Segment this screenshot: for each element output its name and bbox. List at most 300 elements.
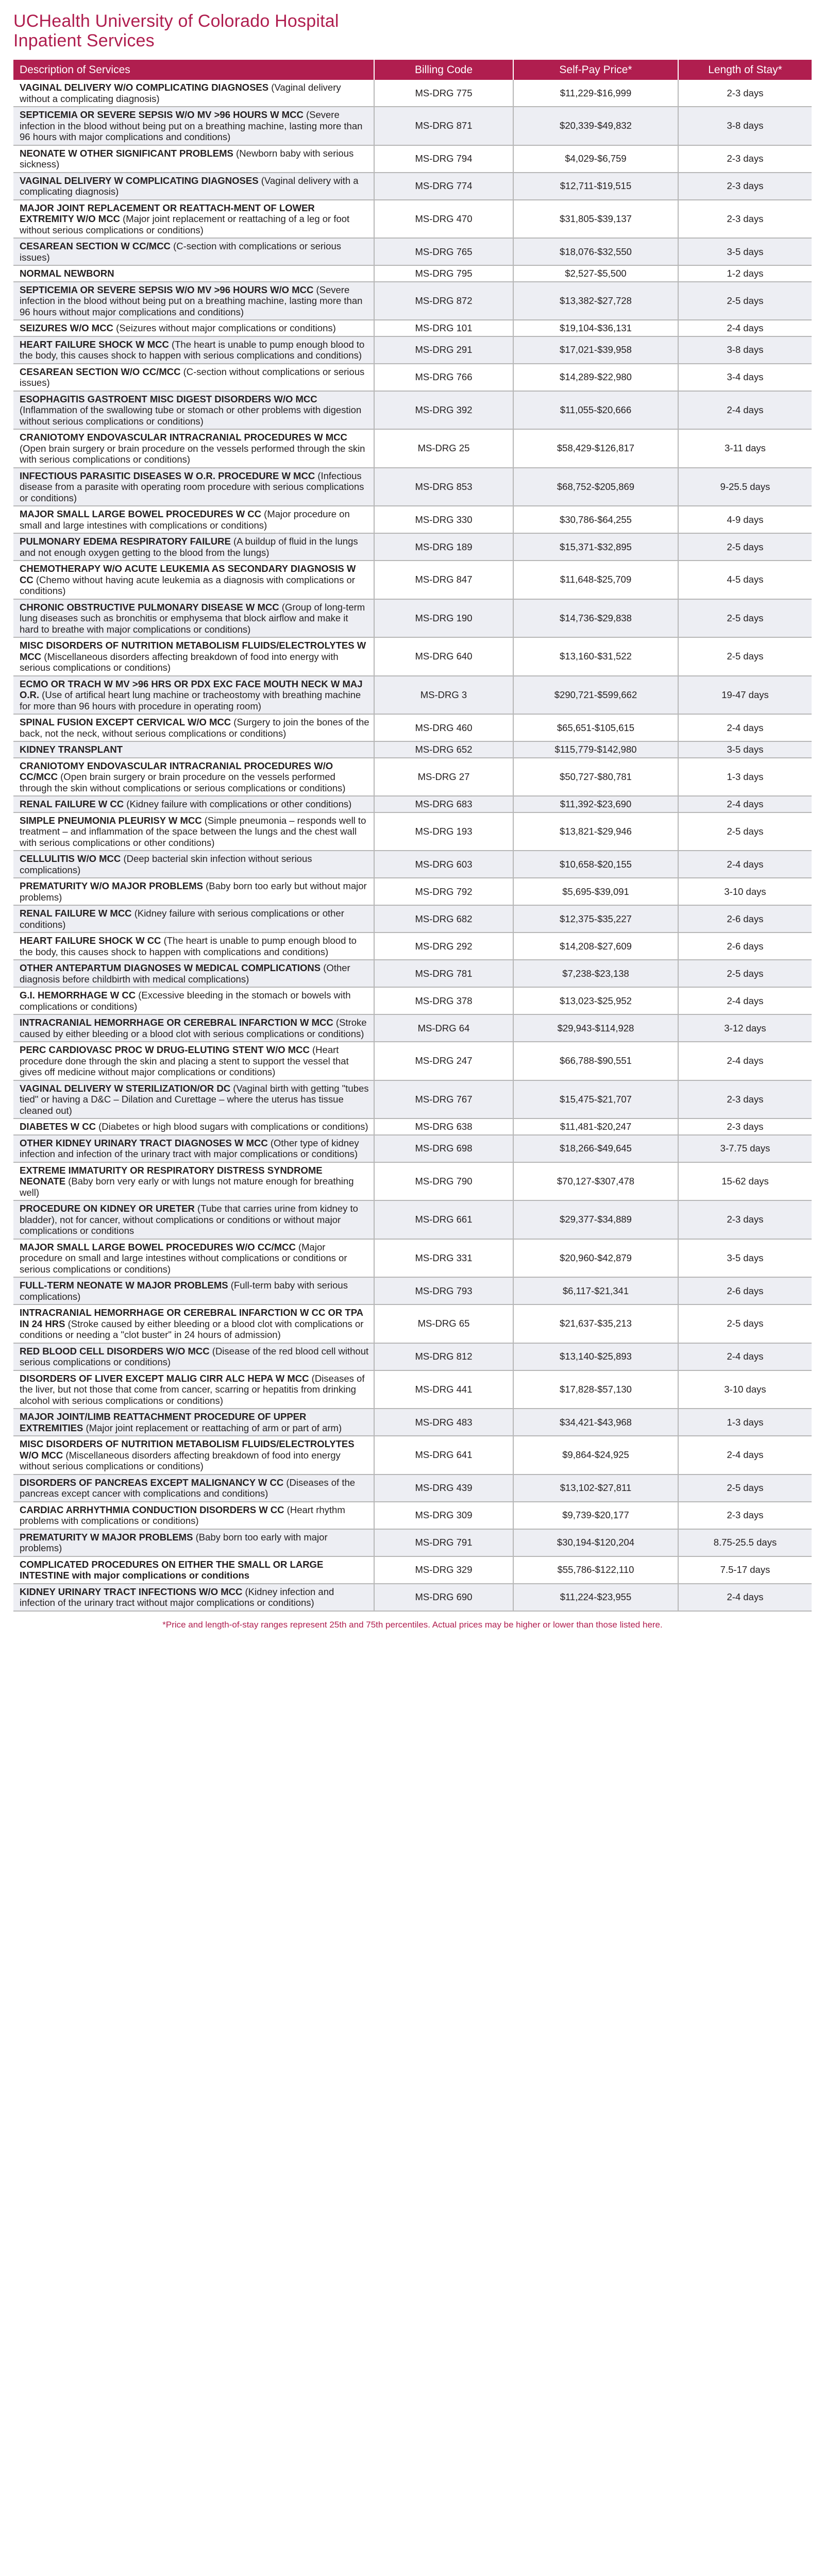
section-title: Inpatient Services bbox=[13, 31, 155, 50]
service-description bbox=[13, 1239, 374, 1278]
billing-code: MS-DRG 101 bbox=[374, 320, 513, 336]
service-detail: (Vaginal delivery with a complicating diagnosis) bbox=[20, 175, 359, 197]
service-description bbox=[13, 637, 374, 676]
service-name: NORMAL NEWBORN bbox=[20, 268, 114, 279]
self-pay-price: $11,481-$20,247 bbox=[513, 1118, 678, 1135]
self-pay-price: $29,377-$34,889 bbox=[513, 1200, 678, 1239]
self-pay-price: $20,339-$49,832 bbox=[513, 107, 678, 145]
service-name: SEIZURES W/O MCC bbox=[20, 323, 113, 333]
column-header-description: Description of Services bbox=[13, 60, 374, 80]
self-pay-price: $17,828-$57,130 bbox=[513, 1370, 678, 1409]
length-of-stay: 2-6 days bbox=[678, 905, 812, 933]
table-row bbox=[13, 1080, 812, 1119]
table-row bbox=[13, 599, 812, 638]
table-row bbox=[13, 1436, 812, 1475]
service-description bbox=[13, 1118, 374, 1135]
length-of-stay: 3-11 days bbox=[678, 429, 812, 468]
self-pay-price: $68,752-$205,869 bbox=[513, 468, 678, 506]
billing-code: MS-DRG 190 bbox=[374, 599, 513, 638]
table-row bbox=[13, 1042, 812, 1080]
self-pay-price: $12,375-$35,227 bbox=[513, 905, 678, 933]
length-of-stay: 2-4 days bbox=[678, 1436, 812, 1475]
service-description bbox=[13, 391, 374, 430]
table-row bbox=[13, 637, 812, 676]
table-row bbox=[13, 1409, 812, 1436]
self-pay-price: $9,739-$20,177 bbox=[513, 1502, 678, 1529]
billing-code: MS-DRG 640 bbox=[374, 637, 513, 676]
service-description bbox=[13, 1556, 374, 1584]
billing-code: MS-DRG 871 bbox=[374, 107, 513, 145]
service-name: DIABETES W CC bbox=[20, 1121, 96, 1132]
service-detail: (Vaginal delivery without a complicating diagnosis) bbox=[20, 82, 341, 104]
service-name: KIDNEY URINARY TRACT INFECTIONS W/O MCC bbox=[20, 1586, 243, 1597]
billing-code: MS-DRG 641 bbox=[374, 1436, 513, 1475]
billing-code: MS-DRG 853 bbox=[374, 468, 513, 506]
billing-code: MS-DRG 292 bbox=[374, 933, 513, 960]
service-description bbox=[13, 468, 374, 506]
length-of-stay: 2-5 days bbox=[678, 1304, 812, 1343]
service-detail: (Group of long-term lung diseases such as bronchitis or emphysema that block airflow and make it hard to breathe with major complications or conditions) bbox=[20, 601, 365, 635]
billing-code: MS-DRG 460 bbox=[374, 714, 513, 741]
billing-code: MS-DRG 790 bbox=[374, 1162, 513, 1201]
service-name: PULMONARY EDEMA RESPIRATORY FAILURE bbox=[20, 536, 231, 547]
service-description bbox=[13, 265, 374, 282]
service-detail: (Severe infection in the blood without being put on a breathing machine, lasting more than 96 hours without major complications and conditions) bbox=[20, 284, 363, 317]
service-name: CESAREAN SECTION W CC/MCC bbox=[20, 241, 171, 251]
self-pay-price: $11,224-$23,955 bbox=[513, 1584, 678, 1611]
length-of-stay: 1-3 days bbox=[678, 758, 812, 796]
self-pay-price: $18,076-$32,550 bbox=[513, 238, 678, 265]
service-description bbox=[13, 905, 374, 933]
self-pay-price: $13,023-$25,952 bbox=[513, 987, 678, 1014]
self-pay-price: $29,943-$114,928 bbox=[513, 1014, 678, 1042]
self-pay-price: $13,160-$31,522 bbox=[513, 637, 678, 676]
billing-code: MS-DRG 392 bbox=[374, 391, 513, 430]
table-row bbox=[13, 1370, 812, 1409]
table-row bbox=[13, 173, 812, 200]
length-of-stay: 4-5 days bbox=[678, 561, 812, 599]
length-of-stay: 2-5 days bbox=[678, 599, 812, 638]
billing-code: MS-DRG 812 bbox=[374, 1343, 513, 1370]
self-pay-price: $11,229-$16,999 bbox=[513, 80, 678, 107]
billing-code: MS-DRG 330 bbox=[374, 506, 513, 533]
self-pay-price: $31,805-$39,137 bbox=[513, 200, 678, 239]
service-description bbox=[13, 107, 374, 145]
billing-code: MS-DRG 682 bbox=[374, 905, 513, 933]
length-of-stay: 2-5 days bbox=[678, 637, 812, 676]
service-name: SIMPLE PNEUMONIA PLEURISY W MCC bbox=[20, 815, 202, 826]
service-name: SEPTICEMIA OR SEVERE SEPSIS W/O MV >96 HOURS W MCC bbox=[20, 109, 304, 120]
service-name: VAGINAL DELIVERY W/O COMPLICATING DIAGNOSES bbox=[20, 82, 269, 93]
service-description bbox=[13, 173, 374, 200]
service-name: NEONATE W OTHER SIGNIFICANT PROBLEMS bbox=[20, 147, 233, 159]
service-name: INTRACRANIAL HEMORRHAGE OR CEREBRAL INFARCTION W CC OR TPA IN 24 HRS bbox=[20, 1307, 363, 1329]
service-detail: (Severe infection in the blood without being put on a breathing machine, lasting more than 96 hours with major complications and conditions) bbox=[20, 109, 363, 142]
service-description bbox=[13, 145, 374, 173]
length-of-stay: 3-4 days bbox=[678, 364, 812, 391]
service-detail: (Chemo without having acute leukemia as a diagnosis with complications or conditions) bbox=[20, 574, 355, 596]
table-row bbox=[13, 1200, 812, 1239]
self-pay-price: $290,721-$599,662 bbox=[513, 676, 678, 715]
service-description bbox=[13, 1409, 374, 1436]
length-of-stay: 2-5 days bbox=[678, 1475, 812, 1502]
service-name: MAJOR SMALL LARGE BOWEL PROCEDURES W/O CC/MCC bbox=[20, 1241, 296, 1252]
table-row bbox=[13, 1556, 812, 1584]
service-description bbox=[13, 282, 374, 320]
billing-code: MS-DRG 603 bbox=[374, 851, 513, 878]
self-pay-price: $58,429-$126,817 bbox=[513, 429, 678, 468]
service-description bbox=[13, 987, 374, 1014]
service-name: CRANIOTOMY ENDOVASCULAR INTRACRANIAL PROCEDURES W/O CC/MCC bbox=[20, 760, 333, 782]
length-of-stay: 4-9 days bbox=[678, 506, 812, 533]
service-description bbox=[13, 506, 374, 533]
billing-code: MS-DRG 652 bbox=[374, 741, 513, 758]
billing-code: MS-DRG 638 bbox=[374, 1118, 513, 1135]
table-row bbox=[13, 1118, 812, 1135]
billing-code: MS-DRG 698 bbox=[374, 1135, 513, 1162]
service-detail: (Use of artifical heart lung machine or tracheostomy with breathing machine for more than 96 hours with procedure in operating room) bbox=[20, 689, 361, 711]
footnote: *Price and length-of-stay ranges represent 25th and 75th percentiles. Actual prices may be higher or lower than those listed here. bbox=[162, 1619, 663, 1630]
length-of-stay: 2-4 days bbox=[678, 714, 812, 741]
service-name: ESOPHAGITIS GASTROENT MISC DIGEST DISORDERS W/O MCC bbox=[20, 393, 317, 404]
page-title bbox=[13, 11, 812, 50]
service-name: MAJOR SMALL LARGE BOWEL PROCEDURES W CC bbox=[20, 509, 262, 519]
service-name: VAGINAL DELIVERY W COMPLICATING DIAGNOSES bbox=[20, 175, 259, 186]
service-description bbox=[13, 1200, 374, 1239]
length-of-stay: 2-6 days bbox=[678, 933, 812, 960]
billing-code: MS-DRG 775 bbox=[374, 80, 513, 107]
service-detail: (Seizures without major complications or conditions) bbox=[116, 323, 336, 333]
service-name: CELLULITIS W/O MCC bbox=[20, 853, 121, 864]
self-pay-price: $30,194-$120,204 bbox=[513, 1529, 678, 1556]
self-pay-price: $9,864-$24,925 bbox=[513, 1436, 678, 1475]
service-name: COMPLICATED PROCEDURES ON EITHER THE SMALL OR LARGE INTESTINE with major complications or conditions bbox=[20, 1558, 324, 1581]
billing-code: MS-DRG 872 bbox=[374, 282, 513, 320]
service-description bbox=[13, 933, 374, 960]
length-of-stay: 2-3 days bbox=[678, 1118, 812, 1135]
table-row bbox=[13, 1343, 812, 1370]
service-detail: (Major joint replacement or reattaching of a leg or foot without serious complications or conditions) bbox=[20, 213, 350, 235]
self-pay-price: $2,527-$5,500 bbox=[513, 265, 678, 282]
length-of-stay: 19-47 days bbox=[678, 676, 812, 715]
service-detail: (Heart rhythm problems with complications or conditions) bbox=[20, 1504, 345, 1526]
service-name: ECMO OR TRACH W MV >96 HRS OR PDX EXC FACE MOUTH NECK W MAJ O.R. bbox=[20, 678, 363, 700]
billing-code: MS-DRG 470 bbox=[374, 200, 513, 239]
self-pay-price: $13,382-$27,728 bbox=[513, 282, 678, 320]
service-description bbox=[13, 429, 374, 468]
length-of-stay: 3-7.75 days bbox=[678, 1135, 812, 1162]
service-name: FULL-TERM NEONATE W MAJOR PROBLEMS bbox=[20, 1280, 228, 1291]
service-description bbox=[13, 599, 374, 638]
service-detail: (Major procedure on small and large intestines with complications or conditions) bbox=[20, 509, 350, 531]
service-name: PREMATURITY W/O MAJOR PROBLEMS bbox=[20, 880, 203, 891]
service-detail: (Vaginal birth with getting "tubes tied" or having a D&C – Dilation and Curettage – where the uterus has tissue cleaned out) bbox=[20, 1082, 369, 1116]
service-name: INTRACRANIAL HEMORRHAGE OR CEREBRAL INFARCTION W MCC bbox=[20, 1017, 333, 1028]
service-name: CHEMOTHERAPY W/O ACUTE LEUKEMIA AS SECONDARY DIAGNOSIS W CC bbox=[20, 563, 356, 585]
service-description bbox=[13, 796, 374, 812]
service-detail: (Baby born very early or with lungs not mature enough for breathing well) bbox=[20, 1176, 354, 1198]
service-name: INFECTIOUS PARASITIC DISEASES W O.R. PROCEDURE W MCC bbox=[20, 470, 315, 481]
service-description bbox=[13, 1162, 374, 1201]
column-header-billing-code: Billing Code bbox=[374, 60, 513, 80]
service-name: PREMATURITY W MAJOR PROBLEMS bbox=[20, 1531, 193, 1543]
table-row bbox=[13, 107, 812, 145]
service-description bbox=[13, 320, 374, 336]
billing-code: MS-DRG 65 bbox=[374, 1304, 513, 1343]
length-of-stay: 2-3 days bbox=[678, 1080, 812, 1119]
length-of-stay: 2-4 days bbox=[678, 391, 812, 430]
table-row bbox=[13, 391, 812, 430]
table-row bbox=[13, 364, 812, 391]
length-of-stay: 2-5 days bbox=[678, 812, 812, 851]
billing-code: MS-DRG 193 bbox=[374, 812, 513, 851]
length-of-stay: 2-4 days bbox=[678, 320, 812, 336]
service-description bbox=[13, 1584, 374, 1611]
price-table bbox=[13, 60, 812, 1612]
table-row bbox=[13, 960, 812, 987]
table-row bbox=[13, 1529, 812, 1556]
service-detail: (Diseases of the liver, but not those that come from cancer, scarring or hepatitis from drinking alcohol with serious complications or conditions) bbox=[20, 1372, 365, 1406]
service-description bbox=[13, 1475, 374, 1502]
self-pay-price: $17,021-$39,958 bbox=[513, 336, 678, 364]
billing-code: MS-DRG 3 bbox=[374, 676, 513, 715]
billing-code: MS-DRG 767 bbox=[374, 1080, 513, 1119]
self-pay-price: $4,029-$6,759 bbox=[513, 145, 678, 173]
table-row bbox=[13, 1014, 812, 1042]
service-detail: (Stroke caused by either bleeding or a blood clot with complications or conditions or needing a "clot buster" in 24 hours of admission) bbox=[20, 1318, 364, 1340]
table-row bbox=[13, 561, 812, 599]
service-description bbox=[13, 1529, 374, 1556]
length-of-stay: 3-5 days bbox=[678, 741, 812, 758]
table-body bbox=[13, 80, 812, 1611]
service-name: RED BLOOD CELL DISORDERS W/O MCC bbox=[20, 1345, 210, 1357]
service-name: RENAL FAILURE W MCC bbox=[20, 908, 132, 919]
service-detail: (Diabetes or high blood sugars with complications or conditions) bbox=[98, 1121, 368, 1132]
self-pay-price: $55,786-$122,110 bbox=[513, 1556, 678, 1584]
service-detail: (Stroke caused by either bleeding or a blood clot with serious complications or conditions) bbox=[20, 1017, 367, 1039]
table-row bbox=[13, 1277, 812, 1304]
self-pay-price: $7,238-$23,138 bbox=[513, 960, 678, 987]
service-detail: (Disease of the red blood cell without serious complications or conditions) bbox=[20, 1345, 369, 1367]
service-detail: (Deep bacterial skin infection without serious complications) bbox=[20, 853, 312, 875]
service-name: CHRONIC OBSTRUCTIVE PULMONARY DISEASE W MCC bbox=[20, 601, 279, 613]
table-row bbox=[13, 1162, 812, 1201]
service-description bbox=[13, 714, 374, 741]
self-pay-price: $6,117-$21,341 bbox=[513, 1277, 678, 1304]
self-pay-price: $14,736-$29,838 bbox=[513, 599, 678, 638]
service-description bbox=[13, 336, 374, 364]
service-detail: (Kidney infection and infection of the urinary tract without major complications or conditions) bbox=[20, 1586, 334, 1608]
service-description bbox=[13, 561, 374, 599]
service-name: PROCEDURE ON KIDNEY OR URETER bbox=[20, 1203, 195, 1214]
length-of-stay: 2-4 days bbox=[678, 987, 812, 1014]
service-detail: (Tube that carries urine from kidney to bladder), not for cancer, without complications or conditions or without major complications or conditions bbox=[20, 1203, 358, 1236]
billing-code: MS-DRG 331 bbox=[374, 1239, 513, 1278]
table-row bbox=[13, 238, 812, 265]
table-row bbox=[13, 851, 812, 878]
length-of-stay: 2-4 days bbox=[678, 1584, 812, 1611]
length-of-stay: 2-3 days bbox=[678, 145, 812, 173]
self-pay-price: $115,779-$142,980 bbox=[513, 741, 678, 758]
service-description bbox=[13, 1042, 374, 1080]
service-detail: (C-section without complications or serious issues) bbox=[20, 366, 365, 388]
service-detail: (C-section with complications or serious issues) bbox=[20, 241, 341, 263]
self-pay-price: $11,055-$20,666 bbox=[513, 391, 678, 430]
billing-code: MS-DRG 791 bbox=[374, 1529, 513, 1556]
self-pay-price: $10,658-$20,155 bbox=[513, 851, 678, 878]
column-header-length-of-stay: Length of Stay* bbox=[678, 60, 812, 80]
service-detail: (Kidney failure with serious complications or other conditions) bbox=[20, 908, 344, 930]
billing-code: MS-DRG 27 bbox=[374, 758, 513, 796]
billing-code: MS-DRG 794 bbox=[374, 145, 513, 173]
table-row bbox=[13, 758, 812, 796]
length-of-stay: 2-4 days bbox=[678, 796, 812, 812]
service-name: PERC CARDIOVASC PROC W DRUG-ELUTING STENT W/O MCC bbox=[20, 1044, 310, 1055]
length-of-stay: 3-5 days bbox=[678, 1239, 812, 1278]
table-row bbox=[13, 200, 812, 239]
service-detail: (The heart is unable to pump enough blood to the body, this causes shock to happen with serious complications and conditions) bbox=[20, 338, 365, 361]
billing-code: MS-DRG 683 bbox=[374, 796, 513, 812]
billing-code: MS-DRG 64 bbox=[374, 1014, 513, 1042]
length-of-stay: 2-6 days bbox=[678, 1277, 812, 1304]
length-of-stay: 2-4 days bbox=[678, 851, 812, 878]
length-of-stay: 2-3 days bbox=[678, 173, 812, 200]
service-description bbox=[13, 533, 374, 561]
length-of-stay: 15-62 days bbox=[678, 1162, 812, 1201]
service-name: CARDIAC ARRHYTHMIA CONDUCTION DISORDERS W CC bbox=[20, 1504, 284, 1515]
service-description bbox=[13, 238, 374, 265]
self-pay-price: $70,127-$307,478 bbox=[513, 1162, 678, 1201]
billing-code: MS-DRG 378 bbox=[374, 987, 513, 1014]
page bbox=[13, 11, 812, 1630]
table-row bbox=[13, 336, 812, 364]
self-pay-price: $14,208-$27,609 bbox=[513, 933, 678, 960]
billing-code: MS-DRG 774 bbox=[374, 173, 513, 200]
length-of-stay: 2-3 days bbox=[678, 80, 812, 107]
length-of-stay: 2-4 days bbox=[678, 1343, 812, 1370]
service-name: DISORDERS OF PANCREAS EXCEPT MALIGNANCY W CC bbox=[20, 1477, 284, 1488]
service-name: RENAL FAILURE W CC bbox=[20, 799, 124, 809]
length-of-stay: 2-4 days bbox=[678, 1042, 812, 1080]
table-row bbox=[13, 506, 812, 533]
length-of-stay: 7.5-17 days bbox=[678, 1556, 812, 1584]
table-header-row bbox=[13, 60, 812, 80]
table-row bbox=[13, 1475, 812, 1502]
service-name: CRANIOTOMY ENDOVASCULAR INTRACRANIAL PROCEDURES W MCC bbox=[20, 432, 347, 443]
service-description bbox=[13, 1080, 374, 1119]
service-detail: (Simple pneumonia – responds well to treatment – and inflammation of the space between the lungs and the chest wall with serious complications or other conditions) bbox=[20, 815, 366, 848]
service-detail: (Kidney failure with complications or other conditions) bbox=[126, 799, 352, 809]
service-description bbox=[13, 878, 374, 905]
table-row bbox=[13, 1502, 812, 1529]
table-row bbox=[13, 987, 812, 1014]
service-name: EXTREME IMMATURITY OR RESPIRATORY DISTRESS SYNDROME NEONATE bbox=[20, 1164, 323, 1187]
service-detail: (Open brain surgery or brain procedure on the vessels performed through the skin with serious complications or conditions) bbox=[20, 443, 365, 465]
service-detail: (Miscellaneous disorders affecting breakdown of food into energy with serious complications or conditions) bbox=[20, 651, 339, 673]
service-description bbox=[13, 364, 374, 391]
service-description bbox=[13, 758, 374, 796]
self-pay-price: $21,637-$35,213 bbox=[513, 1304, 678, 1343]
length-of-stay: 3-10 days bbox=[678, 878, 812, 905]
self-pay-price: $65,651-$105,615 bbox=[513, 714, 678, 741]
service-name: OTHER KIDNEY URINARY TRACT DIAGNOSES W MCC bbox=[20, 1137, 268, 1148]
table-row bbox=[13, 905, 812, 933]
table-row bbox=[13, 1584, 812, 1611]
table-row bbox=[13, 741, 812, 758]
service-detail: (Heart procedure done through the skin and placing a stent to support the vessel that gives off medicine without major complications or conditions) bbox=[20, 1044, 349, 1077]
table-row bbox=[13, 282, 812, 320]
length-of-stay: 3-10 days bbox=[678, 1370, 812, 1409]
service-description bbox=[13, 851, 374, 878]
billing-code: MS-DRG 690 bbox=[374, 1584, 513, 1611]
self-pay-price: $19,104-$36,131 bbox=[513, 320, 678, 336]
length-of-stay: 2-5 days bbox=[678, 960, 812, 987]
billing-code: MS-DRG 795 bbox=[374, 265, 513, 282]
self-pay-price: $11,648-$25,709 bbox=[513, 561, 678, 599]
service-description bbox=[13, 960, 374, 987]
length-of-stay: 3-12 days bbox=[678, 1014, 812, 1042]
self-pay-price: $15,371-$32,895 bbox=[513, 533, 678, 561]
self-pay-price: $66,788-$90,551 bbox=[513, 1042, 678, 1080]
length-of-stay: 1-3 days bbox=[678, 1409, 812, 1436]
service-description bbox=[13, 1135, 374, 1162]
service-detail: (A buildup of fluid in the lungs and not enough oxygen getting to the blood from the lungs) bbox=[20, 536, 358, 558]
service-detail: (Other type of kidney infection and infection of the urinary tract with major complications or conditions) bbox=[20, 1137, 359, 1159]
service-detail: (Miscellaneous disorders affecting breakdown of food into energy without serious complications or conditions) bbox=[20, 1449, 341, 1471]
self-pay-price: $13,102-$27,811 bbox=[513, 1475, 678, 1502]
billing-code: MS-DRG 781 bbox=[374, 960, 513, 987]
table-row bbox=[13, 320, 812, 336]
service-description bbox=[13, 1304, 374, 1343]
self-pay-price: $14,289-$22,980 bbox=[513, 364, 678, 391]
service-description bbox=[13, 1343, 374, 1370]
column-header-self-pay-price: Self-Pay Price* bbox=[513, 60, 678, 80]
service-detail: (Excessive bleeding in the stomach or bowels with complications or conditions) bbox=[20, 990, 351, 1012]
service-name: MISC DISORDERS OF NUTRITION METABOLISM FLUIDS/ELECTROLYTES W/O MCC bbox=[20, 1438, 355, 1461]
service-detail: (The heart is unable to pump enough blood to the body, this causes shock to happen with complications and conditions) bbox=[20, 935, 357, 957]
hospital-name: UCHealth University of Colorado Hospital bbox=[13, 11, 339, 31]
self-pay-price: $50,727-$80,781 bbox=[513, 758, 678, 796]
length-of-stay: 2-5 days bbox=[678, 282, 812, 320]
table-row bbox=[13, 1239, 812, 1278]
table-row bbox=[13, 714, 812, 741]
self-pay-price: $20,960-$42,879 bbox=[513, 1239, 678, 1278]
service-name: SPINAL FUSION EXCEPT CERVICAL W/O MCC bbox=[20, 717, 231, 727]
service-detail: (Other diagnosis before childbirth with medical complications) bbox=[20, 962, 350, 985]
service-name: MAJOR JOINT REPLACEMENT OR REATTACH-MENT OF LOWER EXTREMITY W/O MCC bbox=[20, 202, 315, 224]
billing-code: MS-DRG 792 bbox=[374, 878, 513, 905]
table-row bbox=[13, 468, 812, 506]
service-name: HEART FAILURE SHOCK W MCC bbox=[20, 338, 169, 350]
self-pay-price: $13,140-$25,893 bbox=[513, 1343, 678, 1370]
service-description bbox=[13, 741, 374, 758]
service-detail: (Inflammation of the swallowing tube or stomach or other problems with digestion without serious complications or conditions) bbox=[20, 404, 362, 427]
table-row bbox=[13, 1135, 812, 1162]
billing-code: MS-DRG 291 bbox=[374, 336, 513, 364]
service-name: MISC DISORDERS OF NUTRITION METABOLISM FLUIDS/ELECTROLYTES W MCC bbox=[20, 640, 366, 662]
billing-code: MS-DRG 439 bbox=[374, 1475, 513, 1502]
service-description bbox=[13, 1370, 374, 1409]
service-description bbox=[13, 676, 374, 715]
service-name: MAJOR JOINT/LIMB REATTACHMENT PROCEDURE OF UPPER EXTREMITIES bbox=[20, 1411, 307, 1433]
table-row bbox=[13, 933, 812, 960]
service-name: G.I. HEMORRHAGE W CC bbox=[20, 990, 136, 1001]
table-row bbox=[13, 676, 812, 715]
table-row bbox=[13, 878, 812, 905]
length-of-stay: 1-2 days bbox=[678, 265, 812, 282]
length-of-stay: 9-25.5 days bbox=[678, 468, 812, 506]
service-name: SEPTICEMIA OR SEVERE SEPSIS W/O MV >96 HOURS W/O MCC bbox=[20, 284, 314, 295]
